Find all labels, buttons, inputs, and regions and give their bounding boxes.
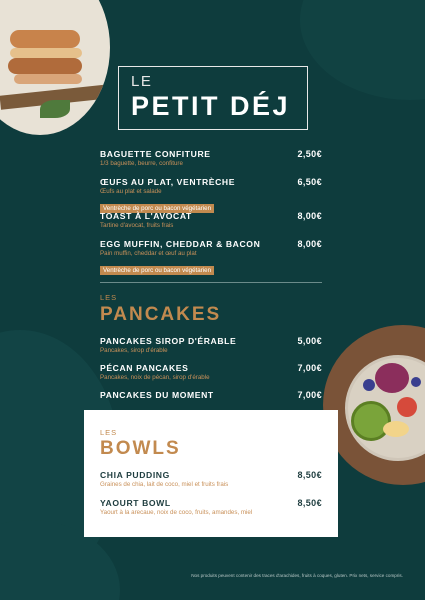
item-name: YAOURT BOWL bbox=[100, 498, 171, 508]
item-price: 6,50€ bbox=[297, 177, 322, 187]
item-price: 5,00€ bbox=[297, 336, 322, 346]
title-prefix: LE bbox=[131, 73, 153, 90]
section-divider bbox=[100, 282, 322, 283]
item-name: PANCAKES SIROP D'ÉRABLE bbox=[100, 336, 237, 346]
menu-item-baguette bbox=[100, 149, 322, 167]
bowls-card bbox=[84, 410, 338, 537]
item-price: 8,50€ bbox=[297, 470, 322, 480]
item-description: 1/3 baguette, beurre, confiture bbox=[100, 160, 183, 167]
item-price: 8,00€ bbox=[297, 239, 322, 249]
sandwich-photo bbox=[0, 0, 110, 135]
section-label-small: LES bbox=[100, 428, 118, 437]
footer-note: Nos produits peuvent contenir des traces d'arachides, fruits à coques, gluten. Prix nets, service compris. bbox=[191, 573, 403, 578]
menu-item-oeufs bbox=[100, 177, 322, 214]
option-tag: Ventrèche de porc ou bacon végétarien bbox=[100, 204, 214, 213]
item-price: 7,00€ bbox=[297, 363, 322, 373]
option-tag: Ventrèche de porc ou bacon végétarien bbox=[100, 266, 214, 275]
item-description: Pancakes, noix de pécan, sirop d'érable bbox=[100, 374, 210, 381]
section-title-pancakes: PANCAKES bbox=[100, 304, 222, 325]
item-price: 7,00€ bbox=[297, 390, 322, 400]
item-description: Tartine d'avocat, fruits frais bbox=[100, 222, 174, 229]
item-name: CHIA PUDDING bbox=[100, 470, 170, 480]
menu-item-pecan-pancakes bbox=[100, 363, 322, 381]
item-price: 2,50€ bbox=[297, 149, 322, 159]
menu-item-toast bbox=[100, 211, 322, 229]
title-box bbox=[118, 66, 308, 130]
menu-item-pancakes-moment bbox=[100, 390, 322, 400]
section-title-bowls: BOWLS bbox=[100, 438, 181, 459]
item-description: Yaourt à la arecaue, noix de coco, fruits, amandes, miel bbox=[100, 509, 253, 516]
background-shape bbox=[300, 0, 425, 100]
menu-item-pancakes-erable bbox=[100, 336, 322, 354]
menu-item-chia-pudding bbox=[100, 470, 322, 488]
item-name: BAGUETTE CONFITURE bbox=[100, 149, 211, 159]
item-name: PANCAKES DU MOMENT bbox=[100, 390, 214, 400]
item-price: 8,00€ bbox=[297, 211, 322, 221]
item-description: Œufs au plat et salade bbox=[100, 188, 162, 195]
bowl-photo bbox=[323, 325, 425, 485]
item-name: TOAST À L'AVOCAT bbox=[100, 211, 192, 221]
menu-item-egg-muffin bbox=[100, 239, 322, 276]
section-label-small: LES bbox=[100, 293, 118, 302]
menu-item-yaourt-bowl bbox=[100, 498, 322, 516]
item-name: ŒUFS AU PLAT, VENTRÈCHE bbox=[100, 177, 236, 187]
item-price: 8,50€ bbox=[297, 498, 322, 508]
page-title: PETIT DÉJ bbox=[131, 91, 291, 121]
item-description: Pancakes, sirop d'érable bbox=[100, 347, 168, 354]
item-description: Pain muffin, cheddar et œuf au plat bbox=[100, 250, 197, 257]
item-name: PÉCAN PANCAKES bbox=[100, 363, 189, 373]
item-description: Graines de chia, lait de coco, miel et fruits frais bbox=[100, 481, 229, 488]
item-name: EGG MUFFIN, CHEDDAR & BACON bbox=[100, 239, 261, 249]
